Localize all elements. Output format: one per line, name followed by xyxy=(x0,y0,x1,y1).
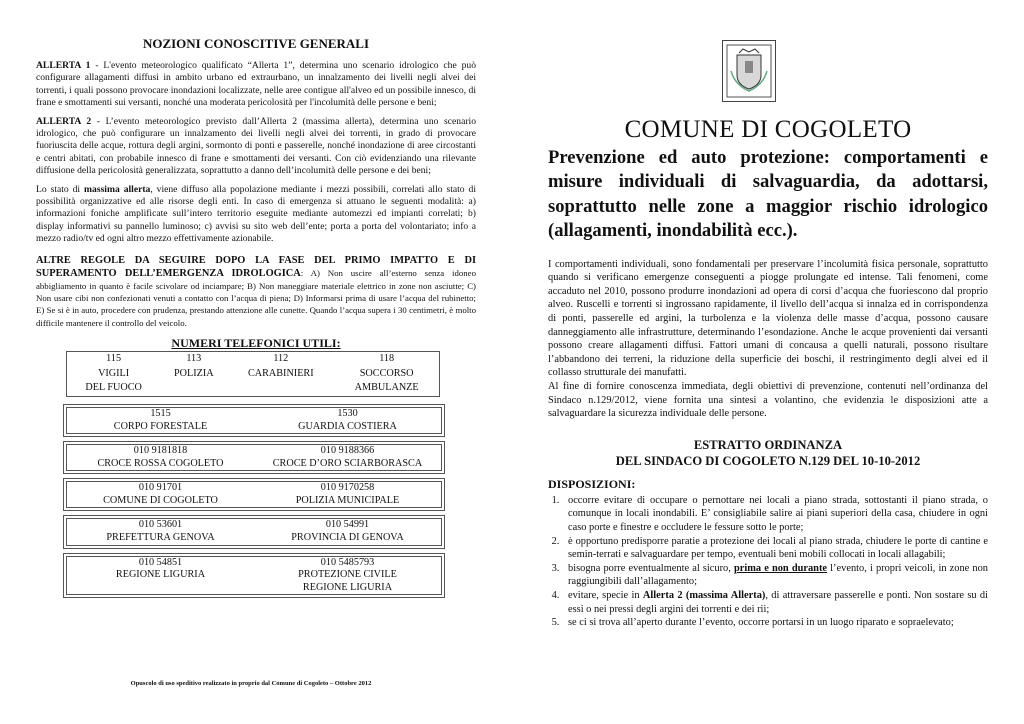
allerta1-label: ALLERTA 1 xyxy=(36,60,91,71)
phone-entry: 010 5485793 PROTEZIONE CIVILE REGIONE LIGURIA xyxy=(298,556,397,593)
footer-note: Opuscolo di uso speditivo realizzato in proprio dal Comune di Cogoleto – Ottobre 2012 xyxy=(130,680,372,687)
emergency-number: 112 xyxy=(273,353,289,365)
emergency-numbers-table xyxy=(66,351,440,397)
emergency-label: AMBULANZE xyxy=(354,382,419,394)
general-notions-heading: NOZIONI CONOSCITIVE GENERALI xyxy=(142,36,370,51)
emergency-label: SOCCORSO xyxy=(359,367,414,379)
phone-entry: 1515 CORPO FORESTALE xyxy=(113,407,208,432)
rules-paragraph: ALTRE REGOLE DA SEGUIRE DOPO LA FASE DEL PRIMO IMPATTO E DI SUPERAMENTO DELL’EMERGENZA IDROLOGICA: A) Non uscire all’esterno senza idoneo abbigliamento in quanto è facile scivolare od inciampare; B) Non maneggiare materiale elettrico in zone non asciutte; C) Non usare cibi non confezionati venuti a contatto con l’acqua di piena; D) Informarsi prima di usare l’acqua del rubinetto; E) Se si è in auto, procedere con prudenza, prestando attenzione alle cunette. Quando l’acqua supera i 30 centimetri, è molto difficile mantenere il controllo del veicolo. xyxy=(36,254,476,328)
phone-entry: 010 53601 PREFETTURA GENOVA xyxy=(106,519,215,544)
emergency-label: DEL FUOCO xyxy=(85,382,142,394)
list-item: 4. evitare, specie in Allerta 2 (massima Allerta), di attraversare passerelle e ponti. Non sostare su di essi o nei pressi degli argini dei torrenti e dei rii; xyxy=(562,589,988,616)
phone-box xyxy=(66,444,442,471)
phone-entry: 010 91701 COMUNE DI COGOLETO xyxy=(103,482,218,506)
emergency-label xyxy=(227,381,334,396)
phone-entry: 010 9170258 POLIZIA MUNICIPALE xyxy=(295,482,400,506)
emergency-number: 118 xyxy=(379,353,395,365)
phone-entry: 1530 GUARDIA COSTIERA xyxy=(298,407,397,432)
emergency-label: VIGILI xyxy=(98,367,130,379)
phone-entry: 010 9181818 CROCE ROSSA COGOLETO xyxy=(97,445,224,469)
town-title: COMUNE DI COGOLETO xyxy=(624,116,912,143)
emergency-label: CARABINIERI xyxy=(247,367,314,379)
ordinance-extract-heading: ESTRATTO ORDINANZA DEL SINDACO DI COGOLETO N.129 DEL 10-10-2012 xyxy=(615,437,921,468)
phone-box xyxy=(66,556,442,596)
left-column xyxy=(36,36,476,605)
emergency-label: POLIZIA xyxy=(173,367,214,379)
phone-box xyxy=(66,407,442,434)
phone-entry: 010 54991 PROVINCIA DI GENOVA xyxy=(291,519,404,544)
list-item: 3. bisogna porre eventualmente al sicuro, prima e non durante l’evento, i propri veicoli, in zone non raggiungibili dall’allagamento; xyxy=(562,562,988,589)
phone-numbers-title: NUMERI TELEFONICI UTILI: xyxy=(171,336,341,351)
leaflet-subtitle: Prevenzione ed auto protezione: comportamenti e misure individuali di salvaguardia, da adottarsi, soprattutto nelle zone a maggior rischio idrologico (allagamenti, inondabilità ecc.). xyxy=(548,147,988,242)
allerta2-label: ALLERTA 2 xyxy=(36,115,92,127)
phone-entry: 010 9188366 CROCE D’ORO SCIARBORASCA xyxy=(272,445,423,469)
allerta1-paragraph: ALLERTA 1 - L'evento meteorologico qualificato “Allerta 1”, determina uno scenario idrologico che può configurare allagamenti diffusi in ambito urbano ed extraurbano, un innalzamento dei livelli negli alvei dei torrenti, i quali possono provocare inondazioni localizzate, nelle aree contigue all'alveo ed un possibile innesco, di frane e smottamenti sui versanti, nonché una moderata pericolosità per l'incolumità delle persone e beni; xyxy=(36,60,477,109)
list-item: 2. è opportuno predisporre paratie a protezione dei locali al piano strada, chiudere le porte di cantine e semin-terrati e salvaguardare per tempo, eventuali beni mobili collocati in locali allagabili; xyxy=(562,535,988,562)
rules-title: ALTRE REGOLE DA SEGUIRE DOPO LA FASE DEL PRIMO IMPATTO E DI SUPERAMENTO DELL’EMERGENZA IDROLOGICA xyxy=(36,254,476,280)
phone-entry: 010 54851 REGIONE LIGURIA xyxy=(115,556,206,581)
list-item: 5. se ci si trova all’aperto durante l’evento, occorre portarsi in un luogo riparato e sopraelevato; xyxy=(562,616,988,630)
list-item: 1. occorre evitare di occupare o pernottare nei locali a piano strada, sottostanti il piano strada, o comunque in locali inondabili. E’ consigliabile salire ai piani superiori della casa, chiudere in ogni caso porte e finestre e occludere le fessure sotto le porte; xyxy=(562,494,988,535)
phone-box xyxy=(66,481,442,508)
right-column xyxy=(548,40,988,630)
emergency-number: 113 xyxy=(186,353,202,365)
emergency-number: 115 xyxy=(106,353,122,365)
emergency-label xyxy=(160,381,227,396)
intro-paragraph: I comportamenti individuali, sono fondamentali per preservare l’incolumità fisica personale, soprattutto quando si verificano emergenze conseguenti a piogge prolungate ed intense. Tali fenomeni, come accaduto nel 2010, possono produrre inondazioni ad opera di corsi d’acqua che fuoriescono dal proprio alveo. Ruscelli e torrenti si ingrossano rapidamente, il livello dell’acqua si innalza ed in corrispondenza di ponti, passerelle ed argini, la turbolenza e la violenza delle masse d’acqua, possono causare danneggiamento alle infrastrutture, determinando l’esondazione. Anche le acque provenienti dai versanti possono creare allagamenti diffusi. Fattori umani di concausa a quelli naturali, possono risultare l’abbandono dei terreni, la riduzione della superficie dei boschi, il restringimento degli alvei ed il collasso strutturale dei manufatti. xyxy=(548,258,988,379)
max-alert-paragraph: Lo stato di massima allerta, viene diffuso alla popolazione mediante i mezzi possibili, correlati allo stato di possibilità organizzative ed alle risorse degli enti. In caso di emergenza si attuano le seguenti modalità: a) informazioni foniche amplificate sull’intero territorio eseguite mediante automezzi ed impianti correlati; b) display informativi su pannello luminoso; c) avvisi su sito web dell’ente; porta a porta del volontariato; info a mezzo radio/tv ed ogni altro mezzo effettivamente azionabile. xyxy=(36,183,476,245)
dispositions-list xyxy=(548,494,988,630)
intro-paragraph-2: Al fine di fornire conoscenza immediata, degli obiettivi di prevenzione, contenuti nell’ordinanza del Sindaco n.129/2012, viene fornita una sintesi a volantino, che evidenzia le disposizioni atte a salvaguardare la sicurezza individuale delle persone. xyxy=(548,380,988,420)
dispositions-title: DISPOSIZIONI: xyxy=(548,476,636,491)
allerta2-paragraph: ALLERTA 2 - L’evento meteorologico previsto dall’Allerta 2 (massima allerta), determina uno scenario idrologico, che può configurare un innalzamento dei livelli negli alvei dei torrenti, in grado di provocare fuoriuscita delle acque, rottura degli argini, sormonto di ponti e passerelle, nonché inondazione di aree circostanti e centri abitati, con probabile innesco di frane e smottamenti dei versanti. Con ciò evidenziando una rilevante diffusione della pericolosità generalizzata, soprattutto a danno dell’incolumità delle persone e dei beni; xyxy=(36,115,477,177)
phone-box xyxy=(66,518,442,545)
